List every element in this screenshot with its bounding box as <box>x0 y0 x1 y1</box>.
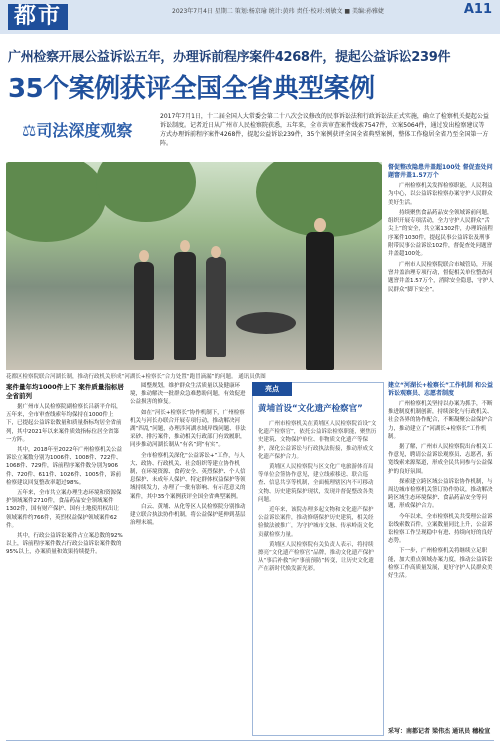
paragraph: 近年来，该院办理多起文物和文化遗产保护公益诉讼案件，推动修缮保护历史建筑，相关经验做法被推广，为守护城市文脉、传承岭南文化贡献检察力量。 <box>258 507 374 538</box>
footer-rule <box>6 740 494 741</box>
section-logo: 都市 <box>8 4 68 30</box>
paragraph: 广州市人民检察院联合市城管局，开展窨井盖治理专项行动，督促相关单位整改问题窨井盖1.57万个，消除安全隐患，守护人民群众“脚下安全”。 <box>388 261 494 293</box>
masthead-meta: 2023年7月4日 星期二 策划:杨京瑜 统计:黄玮 责任·校对:刘敏文 ■ 美编:孙雅婕 <box>172 8 385 15</box>
paragraph: 圆整规划，维护群众生活质量以及健康环境，推动解决一批群众急难愁盼问题，有效促进公益损害的修复。 <box>130 383 246 406</box>
paragraph: 如在“河长+检察长”协作机制下，广州检察机关与河长办联合开展专项行动，推动解决河湖“四乱”问题，办理涉河湖水域岸线问题、非法采砂、排污案件，推动相关行政部门有效履职，同步推动河湖长制从“有名”到“有实”。 <box>130 409 246 449</box>
right-section-heading: 督促整改隐患井盖超100处 督促查处问题窨井盖1.57万个 <box>388 164 493 179</box>
paragraph: 据了解，广州市人民检察院出台相关工作意见，聘请公益诉讼观察员、志愿者，拓宽线索来源渠道，形成全民共同参与公益保护的良好氛围。 <box>388 444 493 475</box>
paragraph: 广州检察机关坚持以办案为抓手，不断推进制度机制创新，持续深化与行政机关、社会各界的协作配合，不断凝聚公益保护合力，推动建立了“河湖长+检察长”工作机制。 <box>388 401 493 440</box>
lead-paragraph: 2017年7月1日，十二届全国人大常委会第二十八次会议修改的民事诉讼法和行政诉讼法正式实施，确立了检察机关提起公益诉讼制度。记者近日从广州市人民检察院获悉，五年来，全市共审查案件线索7547件，立案5064件，通过发出检察建议等方式办理诉前程序案件4268件，提起公益诉讼239件，35个案例获评全国全省典型案例，整体工作稳居全省乃至全国第一方阵。 <box>160 113 489 147</box>
column-2 <box>130 382 246 529</box>
paragraph: 下一步，广州检察机关将继续立足职能，加大重点领域办案力度，推动公益诉讼检察工作高质量发展，更好守护人民群众美好生活。 <box>388 548 493 580</box>
paragraph: 黄埔区人民检察院有关负责人表示，将持续擦亮“文化遗产检察官”品牌，推动文化遗产保护从“事后补救”向“事前预防”转变，让历史文化遗产在新时代焕发新光彩。 <box>258 541 374 573</box>
news-photo <box>6 162 382 370</box>
page-number: A11 <box>463 2 492 17</box>
paragraph: 五年来，全市共立案办理生态环境和资源保护领域案件2710件，食品药品安全领域案件1302件，国有财产保护、国有土地使用权出让领域案件约766件，英烈权益保护领域案件62件。 <box>6 490 122 529</box>
paragraph: 据广州市人民检察院副检察长吕新平介绍，五年来，全市审查线索年均保持在1000件上下，已提起公益诉讼数量和质量指标均居全省前列，其中2021年以来案件质效指标位居全省第一方阵。 <box>6 404 122 443</box>
byline: 采写：南都记者 梁伟杰 通讯员 穗检宣 <box>388 728 491 735</box>
paragraph: 今年以来，全市检察机关共受理公益诉讼线索数百件，立案数量同比上升，公益诉讼检察工作呈现稳中有进、持续向好的良好态势。 <box>388 513 493 545</box>
paragraph: 黄埔区人民检察院与区文化广电旅游体育局等单位会签协作意见，建立线索移送、联合巡查、信息共享等机制，全面梳理辖区内不可移动文物、历史建筑保护现状，发现并督促整改各类问题。 <box>258 464 374 503</box>
highlight-title: 黄埔首设“文化遗产检察官” <box>258 404 363 414</box>
column-brand-text: 司法深度观察 <box>36 121 133 140</box>
right-column-bottom <box>388 382 494 582</box>
right-section-heading-2: 建立“河湖长+检察长”工作机制 和公益诉讼观察员、志愿者制度 <box>388 382 494 397</box>
column-brand <box>22 118 132 141</box>
highlight-tag: 亮点 <box>252 382 292 396</box>
paragraph: 其中，行政公益诉讼案件占立案总数的92%以上，诉前程序案件数占行政公益诉讼案件数的95%以上，办案质量和效果持续提升。 <box>6 533 123 556</box>
paragraph: 全市检察机关深化“公益诉讼+”工作，与人大、政协、行政机关、社会组织等建立协作机制，在环境资源、食药安全、英烈保护、个人信息保护、未成年人保护、特定群体权益保护等领域持续发力，办理了一批有影响、有示范意义的案件，其中35个案例获评全国全省典型案例。 <box>130 452 246 500</box>
section-subheading: 案件量年均1000件上下 案件质量指标居全省前列 <box>6 383 124 400</box>
photo-caption: 花都区检察院联合河湖长制，推动行政机关形成“河湖长+检察长”合力处置“跑冒滴漏”的问题。 通讯员供图 <box>6 374 266 380</box>
column-1 <box>6 382 124 559</box>
highlight-body <box>258 420 378 576</box>
paragraph: 其中，2018年至2022年广州检察机关公益诉讼立案数分别为1006件、1008件、722件、1068件、729件，诉前程序案件数分别为906件、720件、611件、1026件、1005件，诉前检察建议回复整改率超过98%。 <box>6 447 122 486</box>
paragraph: 广州市检察机关在黄埔区人民检察院首设“文化遗产检察官”，依托公益诉讼检察职能，聚焦历史建筑、文物保护单位、非物质文化遗产等保护，深化公益诉讼与行政执法衔接，推动形成文化遗产保护合力。 <box>258 421 377 460</box>
kicker-headline: 广州检察开展公益诉讼五年，办理诉前程序案件4268件，提起公益诉讼239件 <box>8 50 451 65</box>
paragraph: 白云、黄埔、从化等区人民检察院分别推动建立联合执法协作机制，将公益保护延伸到基层治理末端。 <box>130 503 246 527</box>
right-column-top <box>388 164 494 296</box>
scale-icon: ⚖ <box>22 121 37 140</box>
paragraph: 广州检察机关发挥检察职能，人民利益为中心，以公益诉讼检察办案守护人民群众美好生活。 <box>388 183 493 206</box>
paragraph: 持续聚焦食品药品安全领域诉前问题，组织开展专项活动，全力守护人民群众“舌尖上”的安全，共立案1302件，办理诉前程序案件1030件，提起民事公益诉讼及刑事附带民事公益诉讼102件，督促查处问题窨井盖超100处。 <box>388 209 493 258</box>
paragraph: 探索建立跨区域公益诉讼协作机制，与周边城市检察机关签订协作协议，推动解决跨区域生态环境保护、食品药品安全等问题，形成保护合力。 <box>388 478 493 510</box>
main-headline: 35个案例获评全国全省典型案例 <box>8 74 375 104</box>
